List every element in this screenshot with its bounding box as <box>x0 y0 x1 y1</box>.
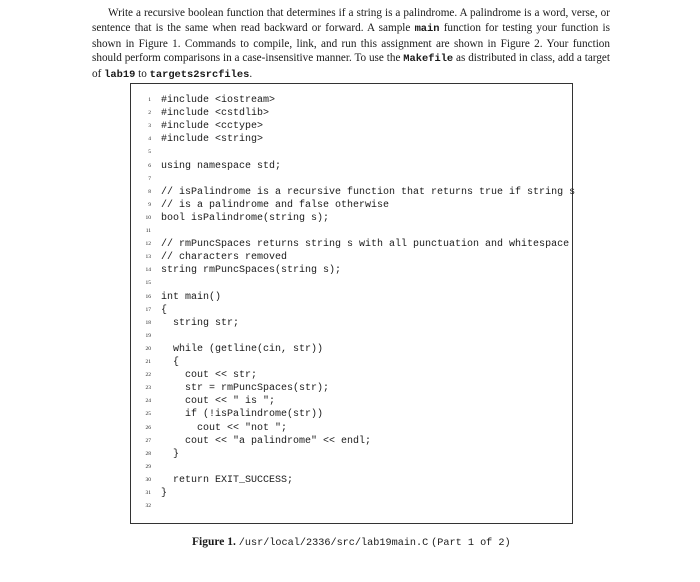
intro-text-3: as distributed in class, add a target of <box>92 52 610 81</box>
targets-file-code-term: targets2srcfiles <box>149 69 250 82</box>
line-number: 17 <box>145 306 151 313</box>
line-number: 22 <box>145 372 151 379</box>
code-listing-box <box>130 83 576 524</box>
line-number: 10 <box>145 214 151 221</box>
code-text: // characters removed <box>161 252 288 264</box>
code-text: { <box>161 304 168 316</box>
code-text: int main() <box>161 291 222 303</box>
code-text: cout << "not "; <box>161 422 288 434</box>
line-number: 1 <box>148 97 151 103</box>
line-number: 28 <box>145 450 151 457</box>
line-number: 4 <box>148 136 151 143</box>
code-text: if (!isPalindrome(str)) <box>161 409 324 421</box>
line-number: 14 <box>145 267 151 274</box>
intro-text-2: function for testing your function is shown in Figure 1. Commands to compile, link, and run this assignment are shown in Figure 2. Your function should perform comparisons in a case-insensitive manner. To use the <box>92 21 610 65</box>
line-number: 18 <box>145 319 151 326</box>
line-number: 29 <box>145 463 151 470</box>
code-text: cout << str; <box>161 370 258 382</box>
line-number: 25 <box>145 411 151 418</box>
code-text: } <box>161 448 180 460</box>
line-number: 8 <box>148 188 151 195</box>
code-text: while (getline(cin, str)) <box>161 343 324 355</box>
code-text: string rmPuncSpaces(string s); <box>161 265 342 277</box>
lab-target-code-term: lab19 <box>104 69 136 82</box>
code-text: return EXIT_SUCCESS; <box>161 474 294 486</box>
code-text: str = rmPuncSpaces(str); <box>161 383 330 395</box>
line-number: 9 <box>148 201 151 208</box>
code-text: string str; <box>161 317 240 329</box>
line-number: 21 <box>145 359 151 365</box>
code-text: cout << "a palindrome" << endl; <box>161 435 372 447</box>
instructions-paragraph <box>92 6 610 83</box>
figure-label: Figure 1. <box>192 536 236 548</box>
code-text: #include <cstdlib> <box>161 108 270 120</box>
line-number: 19 <box>145 332 151 339</box>
line-number: 2 <box>148 110 151 117</box>
line-number: 12 <box>145 241 151 248</box>
makefile-code-term: Makefile <box>403 53 454 66</box>
line-number: 27 <box>145 437 151 444</box>
line-number: 31 <box>145 490 151 496</box>
line-number: 16 <box>145 293 151 300</box>
line-number: 24 <box>145 398 151 405</box>
line-number: 3 <box>148 123 151 130</box>
line-number: 30 <box>145 476 151 483</box>
intro-text-5: . <box>249 68 253 81</box>
code-text: #include <string> <box>161 134 264 146</box>
figure-file-path: /usr/local/2336/src/lab19main.C <box>238 538 429 549</box>
code-text: // is a palindrome and false otherwise <box>161 199 390 211</box>
code-text: #include <iostream> <box>161 95 276 106</box>
line-number: 20 <box>145 345 151 352</box>
code-text: { <box>161 357 180 368</box>
intro-text-1: Write a recursive boolean function that determines if a string is a palindrome. A palindrome is a word, verse, or sentence that is the same when read backward or forward. A sample <box>92 7 610 34</box>
line-number: 26 <box>145 424 151 431</box>
figure-part: (Part 1 of 2) <box>431 538 511 549</box>
code-text: cout << " is "; <box>161 396 276 408</box>
line-number: 5 <box>148 149 151 156</box>
figure-caption <box>192 536 511 549</box>
code-text: } <box>161 488 168 499</box>
code-text: bool isPalindrome(string s); <box>161 212 330 224</box>
intro-text-4: to <box>135 68 150 81</box>
code-text: #include <cctype> <box>161 121 264 133</box>
line-number: 15 <box>145 280 151 287</box>
code-text: // isPalindrome is a recursive function that returns true if string s <box>161 186 576 198</box>
line-number: 7 <box>148 175 151 182</box>
line-number: 23 <box>145 385 151 392</box>
line-number: 13 <box>145 254 151 261</box>
line-number: 32 <box>145 503 151 510</box>
main-code-term: main <box>414 22 440 35</box>
code-text: using namespace std; <box>161 160 282 172</box>
line-number: 11 <box>145 228 151 234</box>
line-number: 6 <box>148 162 151 169</box>
code-text: // rmPuncSpaces returns string s with all punctuation and whitespace <box>161 239 570 251</box>
